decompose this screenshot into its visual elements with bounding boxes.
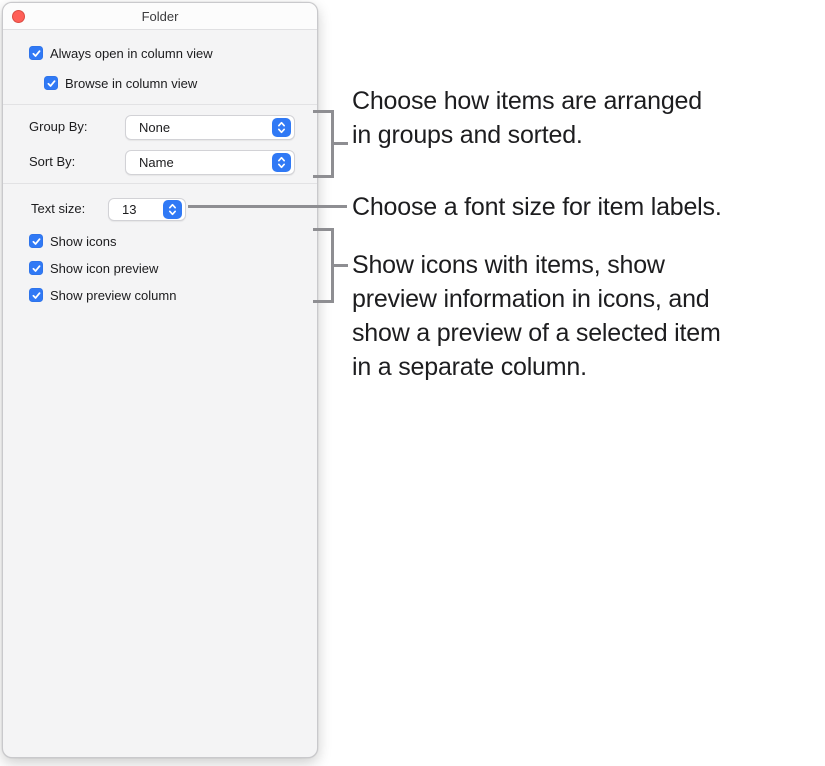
checkbox-label: Show icon preview: [50, 260, 159, 276]
checkbox-always-open[interactable]: [29, 46, 43, 60]
sort-by-label: Sort By:: [29, 154, 76, 169]
callout-line: Choose a font size for item labels.: [352, 193, 722, 221]
callout-line: show a preview of a selected item: [352, 319, 721, 347]
checkbox-row-show-icon-preview[interactable]: [29, 259, 158, 277]
callout-line: in groups and sorted.: [352, 121, 583, 149]
checkbox-row-show-icons[interactable]: [29, 232, 116, 250]
callout-text-arrange: [352, 84, 702, 152]
checkmark-icon: [31, 48, 42, 59]
checkbox-label: Browse in column view: [65, 75, 198, 91]
chevron-up-down-icon: [163, 200, 182, 219]
sort-by-value: Name: [139, 155, 174, 170]
window-title: Folder: [141, 9, 179, 24]
text-size-label: Text size:: [31, 201, 86, 216]
callout-bracket-arrange: [313, 110, 334, 178]
checkbox-browse-column[interactable]: [44, 76, 58, 90]
callout-connector-font-size: [188, 205, 347, 208]
section-divider: [3, 104, 317, 105]
callout-line: in a separate column.: [352, 353, 587, 381]
checkmark-icon: [31, 263, 42, 274]
checkbox-label: Show preview column: [50, 287, 177, 303]
chevron-up-down-icon: [272, 153, 291, 172]
checkbox-show-icon-preview[interactable]: [29, 261, 43, 275]
callout-line: Choose how items are arranged: [352, 87, 702, 115]
checkbox-row-always-open[interactable]: [29, 44, 213, 62]
folder-view-options-panel: [2, 2, 318, 758]
checkbox-show-preview-column[interactable]: [29, 288, 43, 302]
callout-text-icons: [352, 248, 721, 384]
callout-connector-icons: [332, 264, 348, 267]
chevron-up-down-icon: [272, 118, 291, 137]
titlebar: [3, 3, 317, 30]
group-by-popup[interactable]: [125, 115, 295, 140]
section-divider: [3, 183, 317, 184]
callout-line: preview information in icons, and: [352, 285, 710, 313]
group-by-value: None: [139, 120, 171, 135]
callout-line: Show icons with items, show: [352, 251, 665, 279]
checkbox-label: Show icons: [50, 233, 117, 249]
callout-text-font-size: [352, 190, 722, 224]
checkbox-row-show-preview-column[interactable]: [29, 286, 176, 304]
checkmark-icon: [31, 290, 42, 301]
checkbox-row-browse-column[interactable]: [44, 74, 197, 92]
group-by-label: Group By:: [29, 119, 88, 134]
callout-connector-arrange: [332, 142, 348, 145]
checkmark-icon: [46, 78, 57, 89]
checkbox-show-icons[interactable]: [29, 234, 43, 248]
text-size-popup[interactable]: [108, 198, 186, 221]
checkmark-icon: [31, 236, 42, 247]
text-size-value: 13: [122, 202, 137, 217]
callout-bracket-icons: [313, 228, 334, 303]
sort-by-popup[interactable]: [125, 150, 295, 175]
checkbox-label: Always open in column view: [50, 45, 213, 61]
